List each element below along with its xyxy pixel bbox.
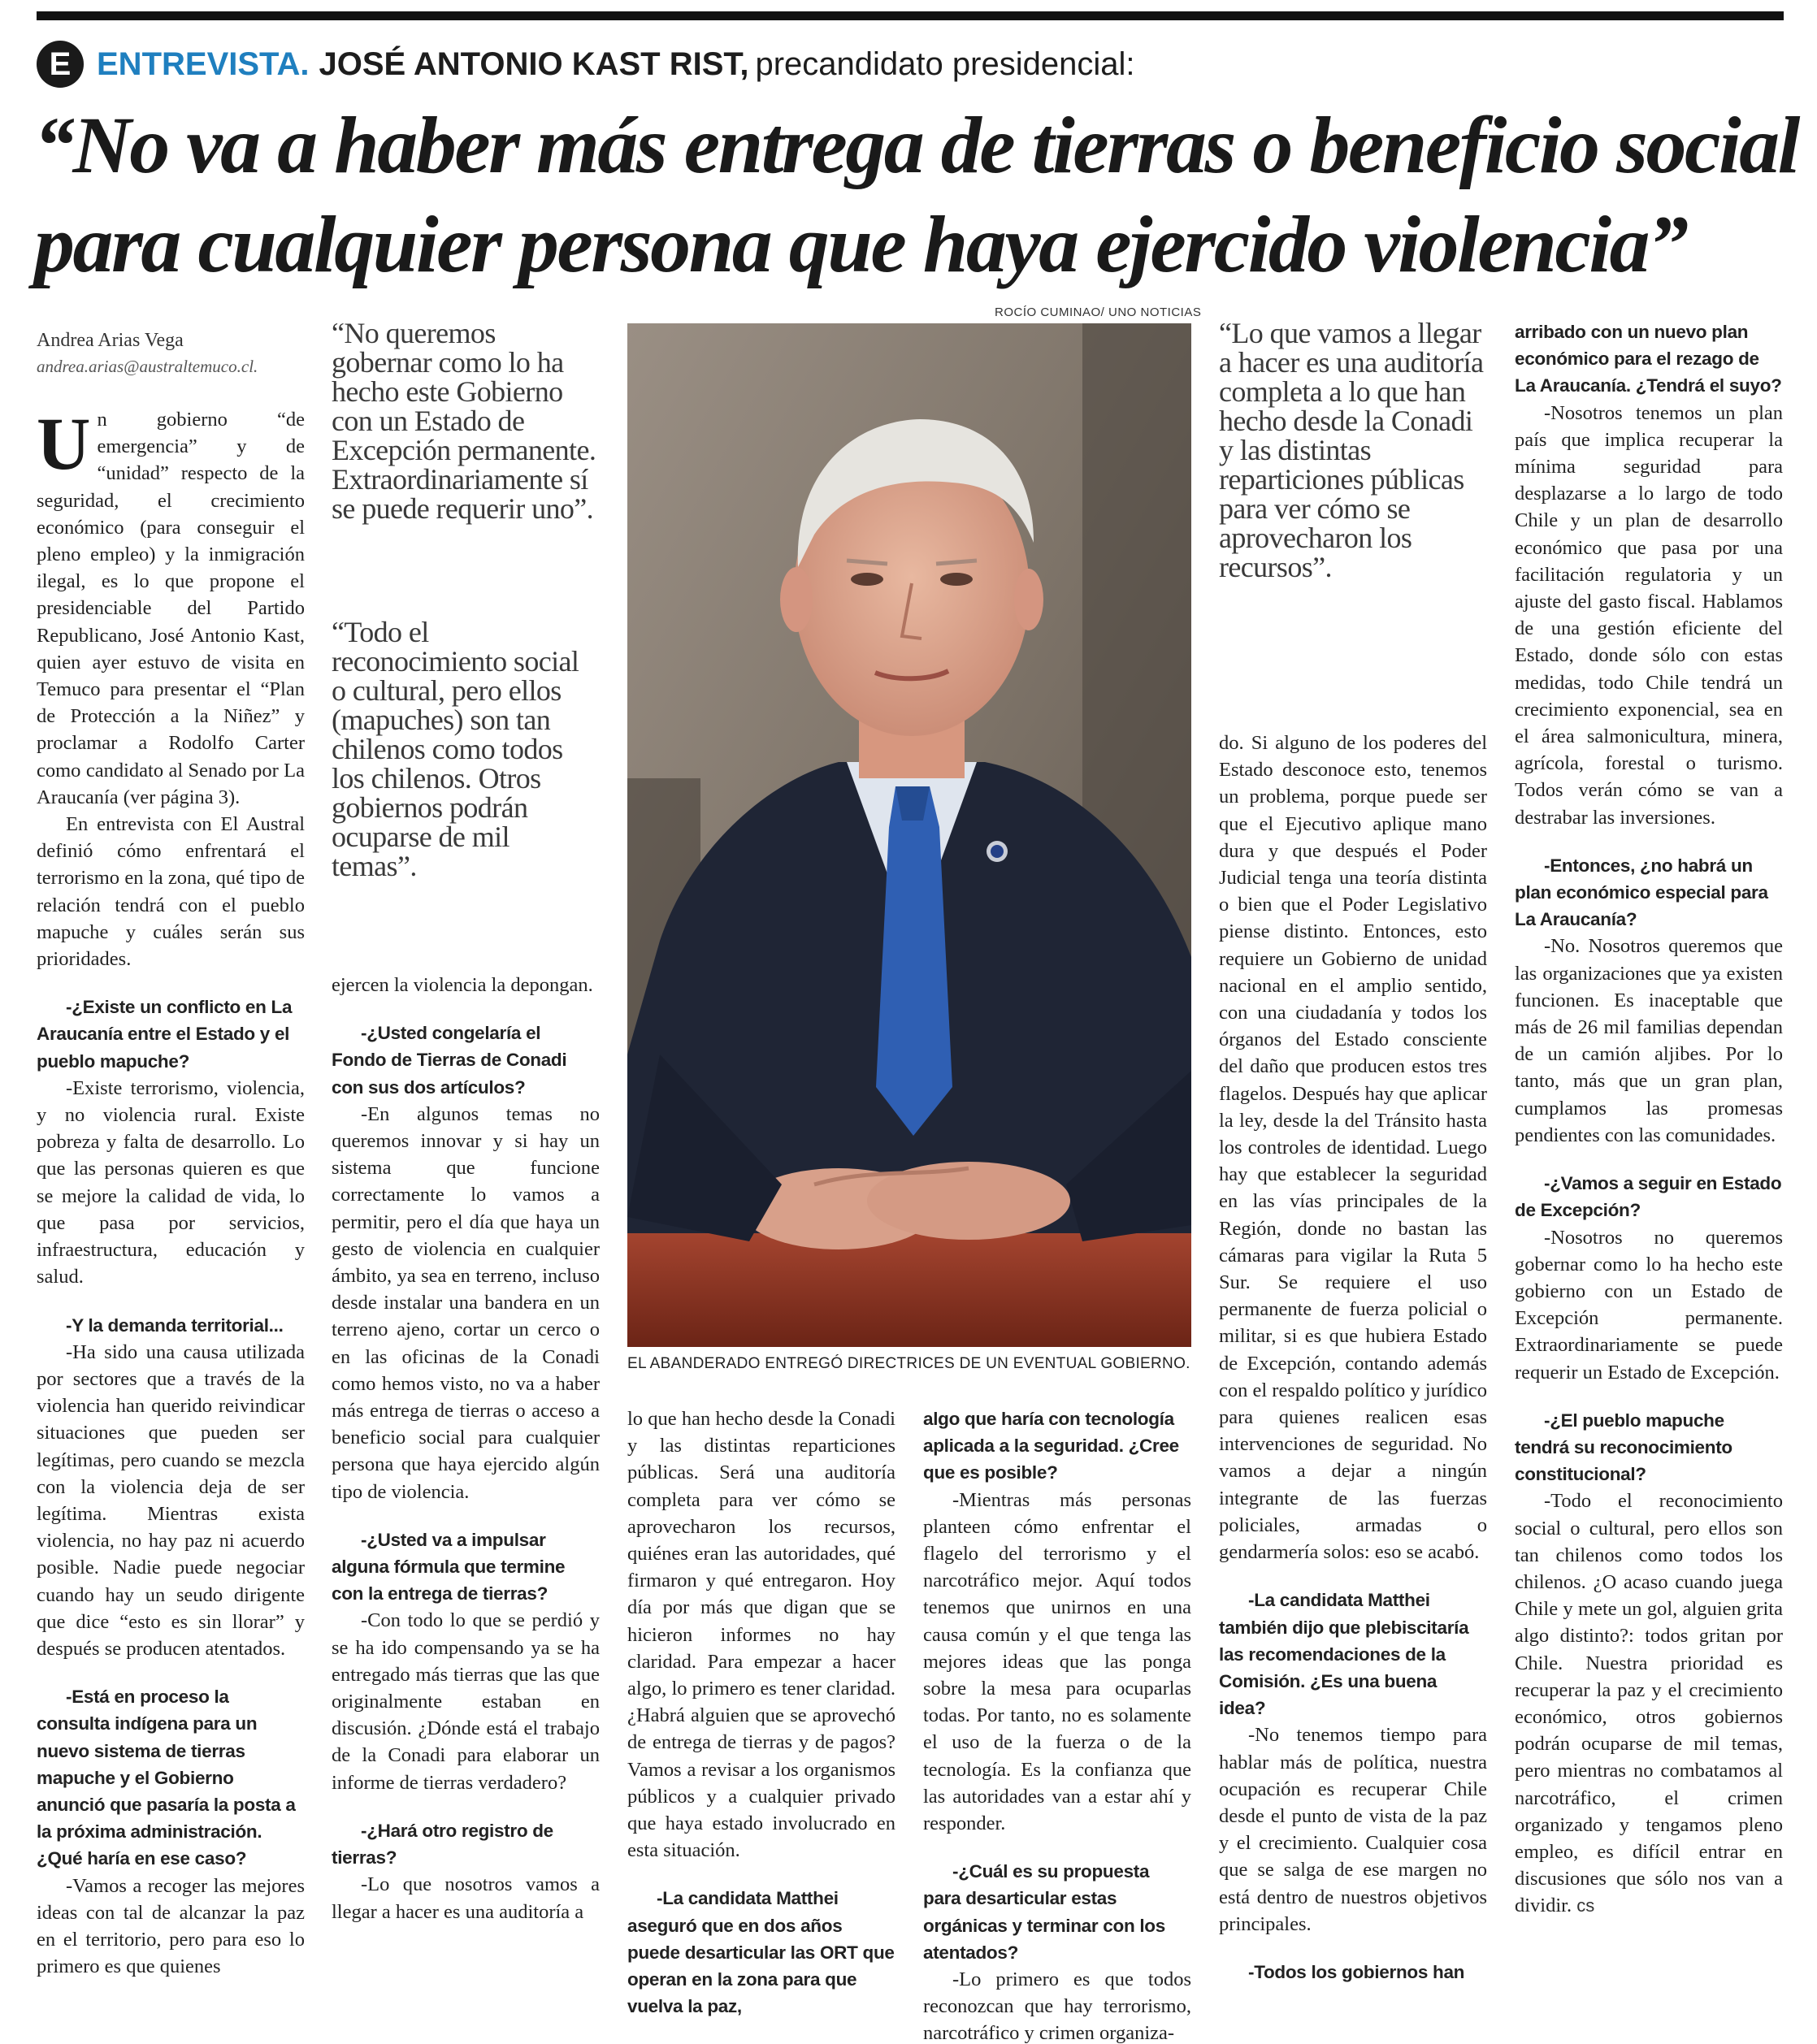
author-email: andrea.arias@australtemuco.cl.: [37, 357, 258, 376]
question: -Y la demanda territorial...: [66, 1314, 284, 1336]
question: -Todos los gobiernos han: [1248, 1961, 1465, 1982]
column-1: [37, 402, 305, 1980]
headline-line-2: para cualquier persona que haya ejercido violencia”: [34, 199, 1687, 289]
answer: -Nosotros no queremos gobernar como lo ha hecho este gobierno con un Estado de Excepción permanente. Extraordinariamente se puede requerir un Estado de Excepción.: [1515, 1226, 1783, 1384]
interviewee-role: precandidato presidencial:: [755, 45, 1135, 82]
interviewee-name: JOSÉ ANTONIO KAST RIST,: [319, 45, 749, 82]
question: -¿Vamos a seguir en Estado de Excepción?: [1515, 1173, 1782, 1221]
question: -La candidata Matthei aseguró que en dos años puede desarticular las ORT que operan en la zona para que vuelva la paz,: [627, 1888, 895, 2017]
entrevista-badge-icon: E: [37, 41, 84, 88]
question: -Está en proceso la consulta indígena para un nuevo sistema de tierras mapuche y el Gobierno anunció que pasaría la posta a la próxima administración. ¿Qué haría en ese caso?: [37, 1687, 296, 1869]
photo-caption: EL ABANDERADO ENTREGÓ DIRECTRICES DE UN EVENTUAL GOBIERNO.: [627, 1355, 1190, 1372]
answer: -Con todo lo que se perdió y se ha ido compensando ya se ha entregado más tierras que las que originalmente estaban en discusión. ¿Dónde está el trabajo de la Conadi para elaborar un informe de tierras verdadero?: [332, 1609, 600, 1794]
paragraph: En entrevista con El Austral definió cómo enfrentará el terrorismo en la zona, qué tipo de relación tendrá con el pueblo mapuche y cuáles serán sus prioridades.: [37, 813, 305, 971]
interviewee-photo: [627, 323, 1191, 1347]
question: -¿Usted congelaría el Fondo de Tierras de Conadi con sus dos artículos?: [332, 1023, 567, 1098]
top-rule: [37, 11, 1784, 20]
headline-line-1: “No va a haber más entrega de tierras o beneficio social: [34, 100, 1798, 190]
question: -¿Cuál es su propuesta para desarticular estas orgánicas y terminar con los atentados?: [923, 1861, 1165, 1963]
answer: -No. Nosotros queremos que las organizaciones que ya existen funcionen. Es inaceptable que más de 26 mil familias dependan de un camión aljibes. Por lo tanto, más que un gran plan, cumplamos las promesas pendientes con las comunidades.: [1515, 935, 1783, 1146]
portrait-illustration: [627, 323, 1191, 1347]
pull-quote-3: “Lo que vamos a llegar a hacer es una auditoría completa a lo que han hecho desde la Conadi y las distintas reparticiones públicas para ver cómo se aprovecharon los recursos”.: [1219, 317, 1484, 583]
question: -Entonces, ¿no habrá un plan económico especial para La Araucanía?: [1515, 855, 1768, 930]
answer: -Todo el reconocimiento social o cultural, pero ellos son tan chilenos como todos los chilenos. ¿O acaso cuando juega Chile y mete un gol, alguien grita algo distinto?: todos gritan por Chile. Nuestra prioridad es recuperar la paz y el crecimiento económico, otros gobiernos podrán ocuparse de mil temas, pero mientras no combatamos al narcotráfico, el crimen organizado y tengamos pleno empleo, es difícil entrar en discusiones que sólo nos van a dividir. cs: [1515, 1490, 1783, 1917]
question: -¿Usted va a impulsar alguna fórmula que termine con la entrega de tierras?: [332, 1529, 566, 1604]
answer: -Ha sido una causa utilizada por sectores que a través de la violencia han querido reivindicar situaciones que pueden ser legítimas, pero cuando se mezcla con la violencia deja de ser legítima. Mientras exista violencia, no hay paz ni acuerdo posible. Nadie puede negociar cuando hay un seudo dirigente que dice “esto es sin llorar” y después se producen atentados.: [37, 1340, 305, 1660]
paragraph: ejercen la violencia la depongan.: [332, 974, 593, 996]
answer: -Mientras más personas planteen cómo enfrentar el flagelo del terrorismo y el narcotráfico mejor. Aquí todos tenemos que unirnos en una causa común y el que tenga las mejores ideas que las ponga sobre la mesa para ocuparlas todas. Por tanto, no es solamente el uso de la fuerza o de la tecnología. Es la confianza que las autoridades van a estar ahí y responder.: [923, 1488, 1191, 1835]
question: -¿Hará otro registro de tierras?: [332, 1820, 553, 1869]
column-6: [1515, 318, 1783, 1920]
lead-paragraph: Un gobierno “de emergencia” y de “unidad” respecto de la seguridad, el crecimiento económico (para conseguir el pleno empleo) y la inmigración ilegal, es lo que propone el presidenciable del Partido Republicano, José Antonio Kast, quien ayer estuvo de visita en Temuco para presentar el “Plan de Protección a la Niñez” y proclamar a Rodolfo Carter como candidato al Senado por La Araucanía (ver página 3).: [37, 402, 305, 808]
end-mark-icon: cs: [1576, 1895, 1595, 1916]
column-5: [1219, 730, 1487, 1986]
question: -¿Existe un conflicto en La Araucanía entre el Estado y el pueblo mapuche?: [37, 997, 293, 1072]
section-label: ENTREVISTA.: [97, 45, 310, 82]
paragraph: lo que han hecho desde la Conadi y las distintas reparticiones públicas. Será una auditoría completa para ver cómo se aprovecharon los recursos, quiénes eran las autoridades, qué firmaron y qué entregaron. Hoy día por más que digan que se hicieron informes no hay claridad. Para empezar a hacer algo, lo primero es tener claridad. ¿Habrá alguien que se aprovechó de entrega de tierras y de pagos? Vamos a revisar a los organismos públicos y a cualquier privado que haya estado involucrado en esta situación.: [627, 1408, 895, 1862]
question: -¿El pueblo mapuche tendrá su reconocimiento constitucional?: [1515, 1410, 1732, 1485]
answer: -Lo primero es que todos reconozcan que hay terrorismo, narcotráfico y crimen organiza-: [923, 1968, 1191, 2044]
column-3: [627, 1405, 895, 2020]
column-2: [332, 972, 600, 1925]
author-name: Andrea Arias Vega: [37, 330, 184, 351]
question: -La candidata Matthei también dijo que plebiscitaría las recomendaciones de la Comisión. ¿Es una buena idea?: [1219, 1590, 1469, 1719]
dropcap: U: [37, 402, 91, 485]
photo-credit: ROCÍO CUMINAO/ UNO NOTICIAS: [995, 305, 1202, 319]
answer: -No tenemos tiempo para hablar más de política, nuestra ocupación es recuperar Chile desde el punto de vista de la paz y el crecimiento. Cualquier cosa que se salga de ese margen no está dentro de nuestros objetivos principales.: [1219, 1724, 1487, 1935]
answer: -Vamos a recoger las mejores ideas con tal de alcanzar la paz en el territorio, pero para eso lo primero es que quienes: [37, 1874, 305, 1978]
headline: [34, 96, 1797, 294]
answer: -Lo que nosotros vamos a llegar a hacer es una auditoría a: [332, 1873, 600, 1923]
answer: -Existe terrorismo, violencia, y no violencia rural. Existe pobreza y falta de desarrollo. Lo que las personas quieren es que se mejore la calidad de vida, lo que pasa por servicios, infraestructura, educación y salud.: [37, 1076, 305, 1288]
question-continued: arribado con un nuevo plan económico para el rezago de La Araucanía. ¿Tendrá el suyo?: [1515, 322, 1782, 396]
pull-quote-1: “No queremos gobernar como lo ha hecho este Gobierno con un Estado de Excepción permanente. Extraordinariamente sí se puede requerir uno”.: [332, 317, 596, 525]
byline: [37, 327, 305, 379]
column-4: [923, 1405, 1191, 2044]
pull-quote-2: “Todo el reconocimiento social o cultural, pero ellos (mapuches) son tan chilenos como todos los chilenos. Otros gobiernos podrán ocuparse de mil temas”.: [332, 616, 579, 882]
question-continued: algo que haría con tecnología aplicada a la seguridad. ¿Cree que es posible?: [923, 1409, 1179, 1483]
kicker: [37, 41, 1134, 88]
paragraph: do. Si alguno de los poderes del Estado desconoce esto, tenemos un problema, porque puede ser que el Ejecutivo aplique mano dura y que después el Poder Judicial tenga una teoría distinta o bien que el Poder Legislativo piense distinto. Entonces, esto requiere un Gobierno de unidad nacional en el amplio sentido, con una ciudadanía y todos los órganos del Estado consciente del daño que producen estos tres flagelos. Después hay que aplicar la ley, desde la del Tránsito hasta los controles de identidad. Luego hay que establecer la seguridad en las vías principales de la Región, donde no bastan las cámaras para vigilar la Ruta 5 Sur. Se requiere el uso permanente de fuerza policial o militar, si es que hubiera Estado de Excepción, contando además con el respaldo político y jurídico para quienes realicen esas intervenciones de seguridad. No vamos a dejar a ningún integrante de las fuerzas policiales, armadas o gendarmería solos: eso se acabó.: [1219, 732, 1487, 1564]
answer: -En algunos temas no queremos innovar y si hay un sistema que funcione correctamente lo vamos a permitir, pero el día que haya un gesto de violencia en cualquier ámbito, ya sea en terreno, incluso desde instalar una bandera en un terreno ajeno, cortar un cerco o en las oficinas de la Conadi como hemos visto, no va a haber más entrega de tierras o acceso a beneficio social para cualquier persona que haya ejercido algún tipo de violencia.: [332, 1102, 600, 1503]
answer: -Nosotros tenemos un plan país que implica recuperar la mínima seguridad para desplazarse a lo largo de todo Chile y un plan de desarrollo económico que pasa por una facilitación regulatoria y un ajuste del gasto fiscal. Hablamos de una gestión eficiente del Estado, donde sólo con estas medidas, todo Chile tendrá un crecimiento exponencial, sea en el área salmonicultura, minera, agrícola, forestal o turismo. Todos verán cómo se van a destrabar las inversiones.: [1515, 401, 1783, 829]
